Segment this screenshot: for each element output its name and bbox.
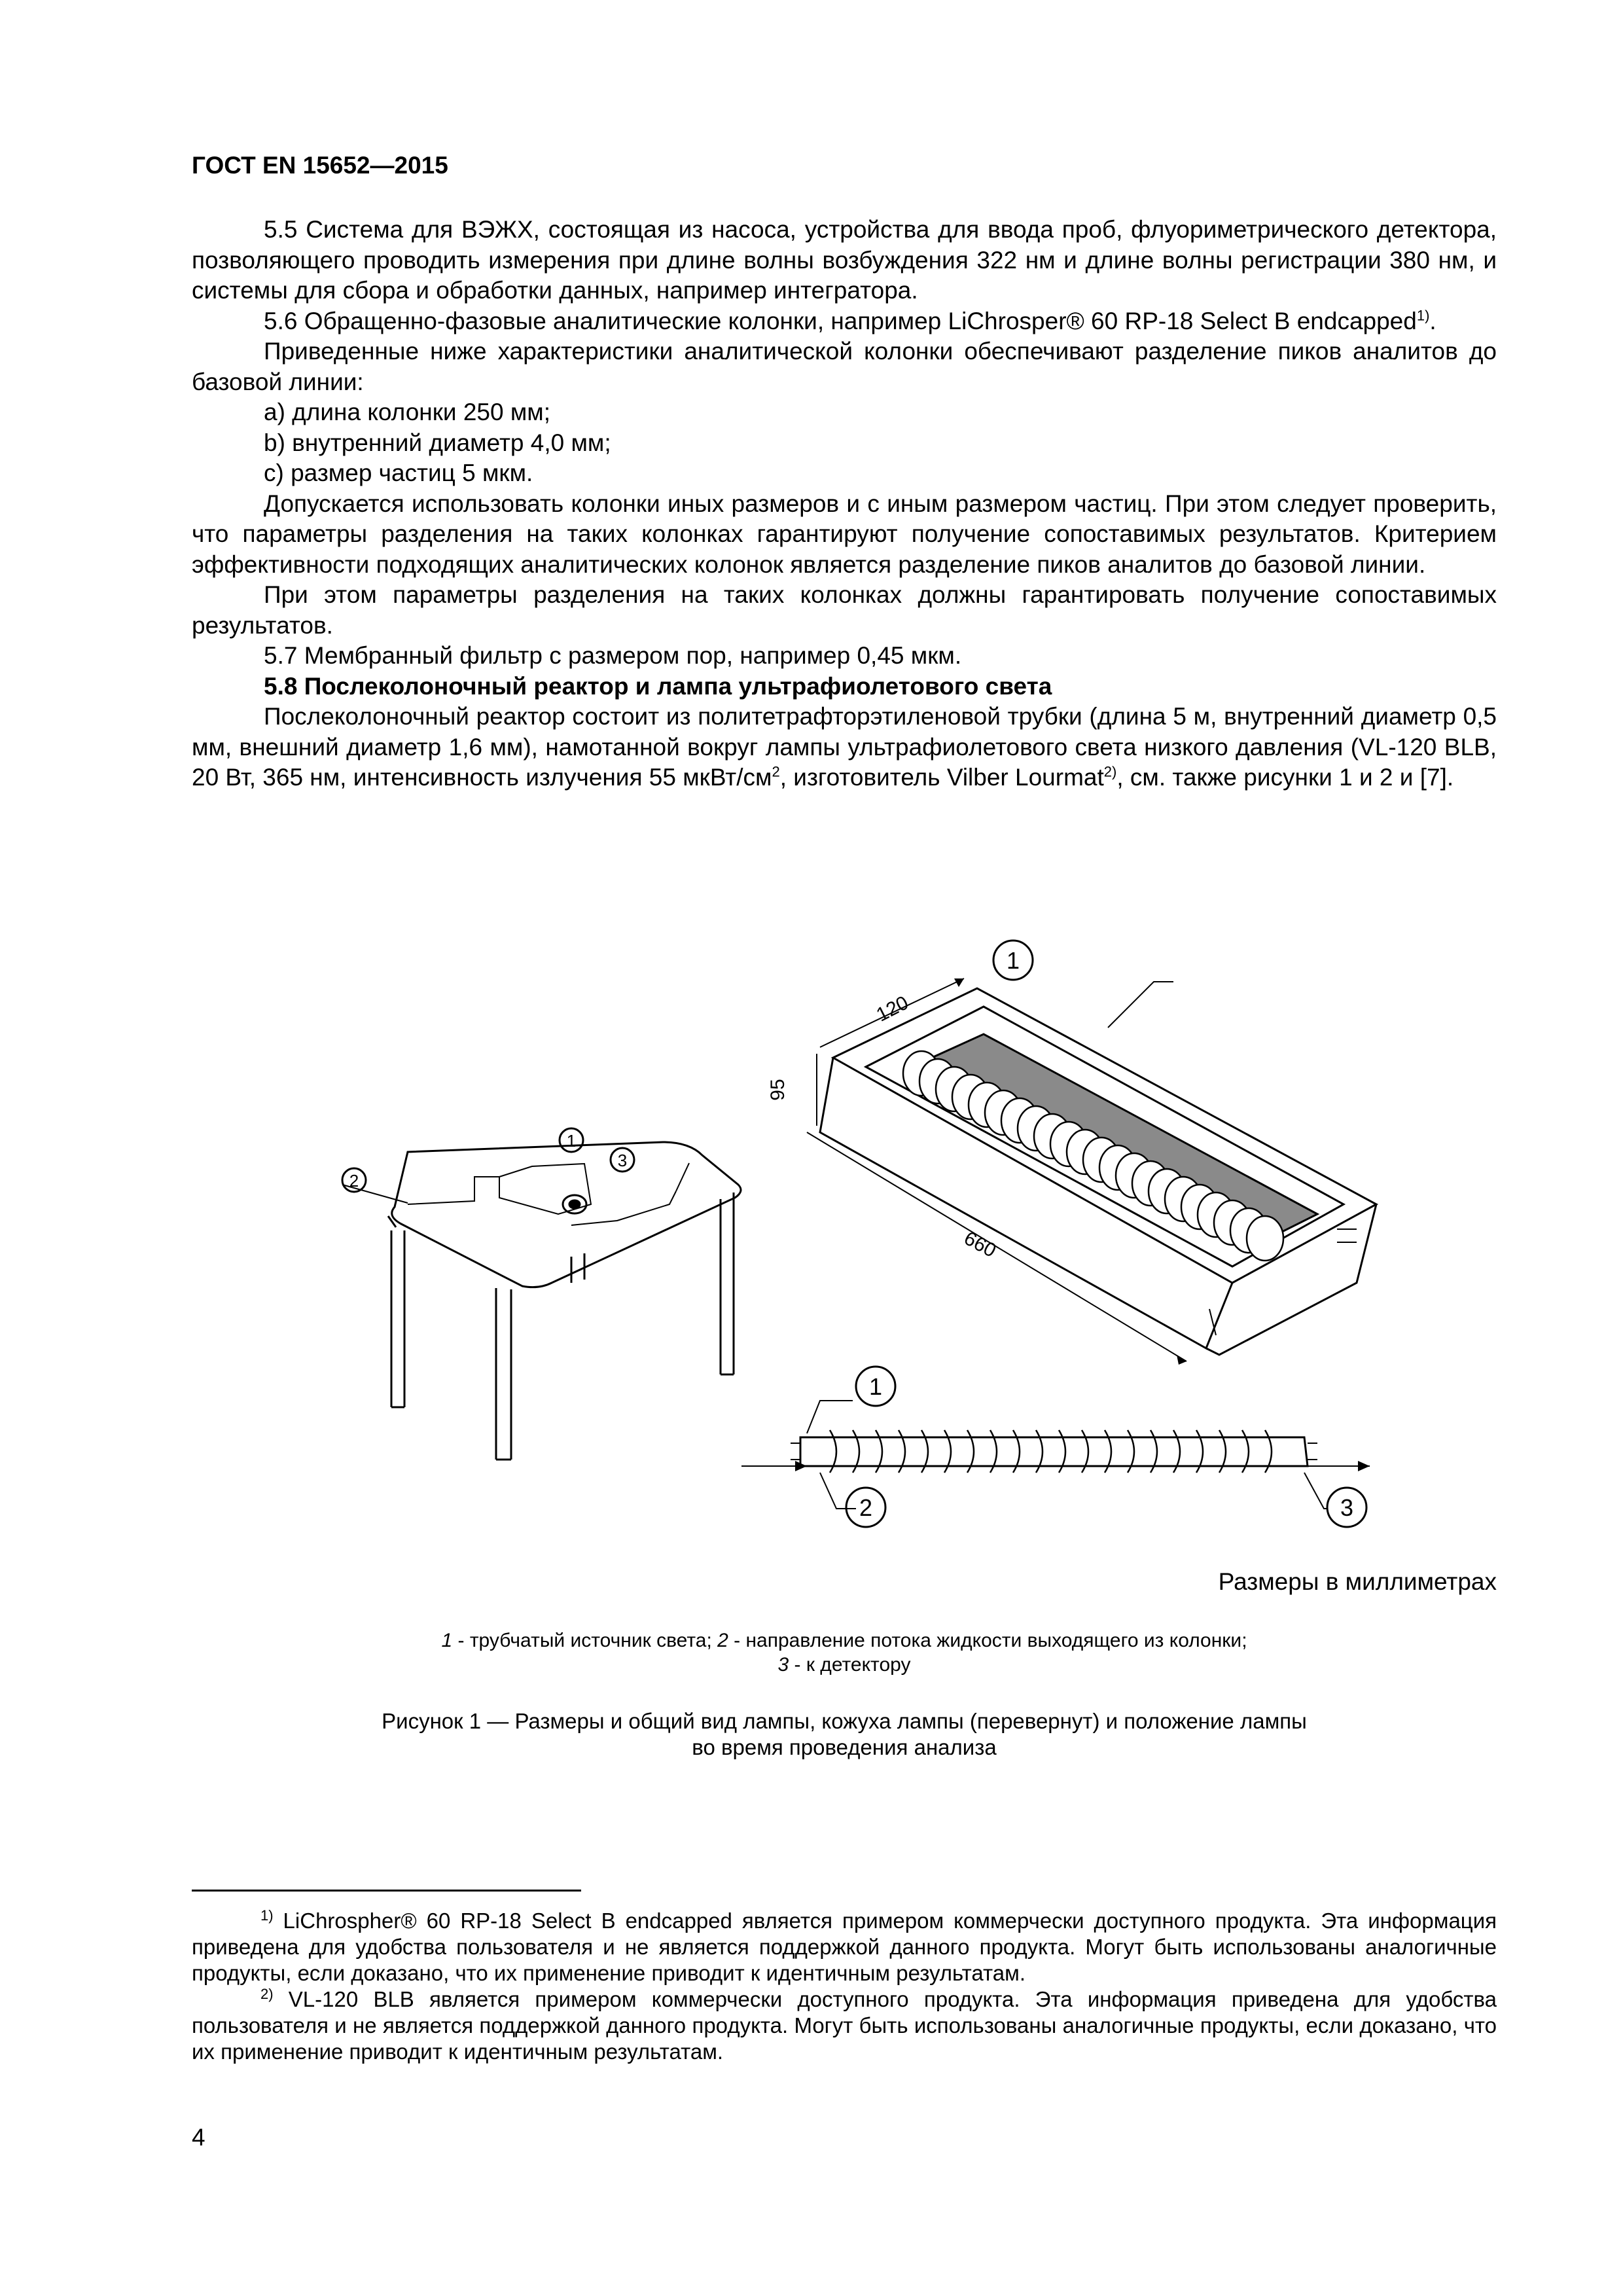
footnote-2 (192, 1986, 1497, 2065)
document-header: ГОСТ EN 15652—2015 (192, 152, 448, 179)
dimension-95: 95 (767, 1079, 789, 1101)
list-item-b: b) внутренний диаметр 4,0 мм; (264, 429, 611, 456)
footnote-1-text: LiChrospher® 60 RP-18 Select B endcapped является примером коммерчески доступного продукта. Эта информация приведена для удобства пользователя и не является поддержкой данного продукта. Могут быть использованы аналогичные продукты, если доказано, что их применение приводит к идентичным результатам. (192, 1909, 1497, 1985)
paragraph-reactor-text-b: , изготовитель Vilber Lourmat (779, 764, 1104, 791)
paragraph-column-characteristics: Приведенные ниже характеристики аналитической колонки обеспечивают разделение пиков аналитов до базовой линии: (192, 338, 1497, 395)
caption-line-1: Рисунок 1 — Размеры и общий вид лампы, кожуха лампы (перевернут) и положение лампы (382, 1709, 1307, 1733)
lamp-housing-illustration (807, 978, 1376, 1361)
callout-2-lamp: 2 (859, 1494, 873, 1521)
legend-line-1 (192, 1628, 1497, 1653)
table-illustration (342, 1142, 741, 1460)
footnote-ref-1: 1) (1416, 307, 1430, 324)
section-heading-5-8: 5.8 Послеколоночный реактор и лампа ультрафиолетового света (264, 672, 1052, 700)
paragraph-5-6-end: . (1429, 307, 1436, 334)
caption-line-2: во время проведения анализа (692, 1735, 997, 1759)
footnote-2-text: VL-120 BLB является примером коммерчески доступного продукта. Эта информация приведена для удобства пользователя и не является поддержкой данного продукта. Могут быть использованы аналогичные продукты, если доказано, что их применение приводит к идентичным результатам. (192, 1987, 1497, 2064)
dimensions-note: Размеры в миллиметрах (1218, 1568, 1497, 1595)
legend-number-2: 2 (717, 1630, 728, 1651)
callout-1-table: 1 (566, 1131, 577, 1151)
paragraph-5-6-text: 5.6 Обращенно-фазовые аналитические колонки, например LiChrosper® 60 RP-18 Select B endcapped (264, 307, 1417, 334)
footnote-1-marker: 1) (260, 1907, 274, 1924)
dimension-120: 120 (872, 992, 912, 1026)
paragraph-5-6 (192, 306, 1497, 337)
coiled-lamp-illustration (741, 1401, 1370, 1509)
callout-1-housing: 1 (1006, 947, 1020, 974)
legend-text-1: - трубчатый источник света; (452, 1630, 718, 1651)
callout-1-lamp: 1 (868, 1373, 883, 1400)
paragraph-reactor-text-c: , см. также рисунки 1 и 2 и [7]. (1116, 764, 1454, 791)
dimension-660: 660 (960, 1227, 1000, 1262)
legend-line-2 (192, 1653, 1497, 1677)
figure-1 (192, 916, 1497, 1571)
footnote-ref-2: 2) (1103, 763, 1117, 780)
footnote-divider (192, 1890, 581, 1892)
paragraph-other-columns: Допускается использовать колонки иных размеров и с иным размером частиц. При этом следует проверить, что параметры разделения на таких колонках гарантируют получение сопоставимых результатов. Критерием эффективности подходящих аналитических колонок является разделение пиков аналитов до базовой линии. (192, 490, 1497, 578)
figure-drawing (192, 916, 1497, 1571)
legend-text-3: - к детектору (789, 1654, 911, 1676)
footnote-2-marker: 2) (260, 1986, 274, 2002)
legend-number-1: 1 (441, 1630, 453, 1651)
callout-2-table: 2 (349, 1171, 359, 1191)
figure-legend (192, 1628, 1497, 1677)
legend-number-3: 3 (777, 1654, 789, 1676)
page-number: 4 (192, 2124, 205, 2151)
paragraph-reactor-text-a: Послеколоночный реактор состоит из политетрафторэтиленовой трубки (длина 5 м, внутренний диаметр 0,5 мм, внешний диаметр 1,6 мм), намотанной вокруг лампы ультрафиолетового света низкого давления (VL-120 BLB, 20 Вт, 365 нм, интенсивность излучения 55 мкВт/см (192, 703, 1497, 791)
callout-3-lamp: 3 (1340, 1494, 1354, 1521)
footnotes (192, 1908, 1497, 2065)
superscript-2: 2 (772, 763, 780, 780)
figure-caption (192, 1708, 1497, 1761)
list-item-a: a) длина колонки 250 мм; (264, 399, 551, 425)
paragraph-5-5: 5.5 Система для ВЭЖХ, состоящая из насоса, устройства для ввода проб, флуориметрического детектора, позволяющего проводить измерения при длине волны возбуждения 322 нм и длине волны регистрации 380 нм, и системы для сбора и обработки данных, например интегратора. (192, 216, 1497, 304)
paragraph-separation-params: При этом параметры разделения на таких колонках должны гарантировать получение сопоставимых результатов. (192, 581, 1497, 639)
paragraph-reactor (192, 702, 1497, 793)
body-text (192, 215, 1497, 793)
list-item-c: c) размер частиц 5 мкм. (264, 459, 533, 486)
legend-text-2: - направление потока жидкости выходящего из колонки; (728, 1630, 1247, 1651)
footnote-1 (192, 1908, 1497, 1986)
callout-3-table: 3 (617, 1151, 628, 1170)
paragraph-5-7: 5.7 Мембранный фильтр с размером пор, например 0,45 мкм. (264, 642, 962, 669)
